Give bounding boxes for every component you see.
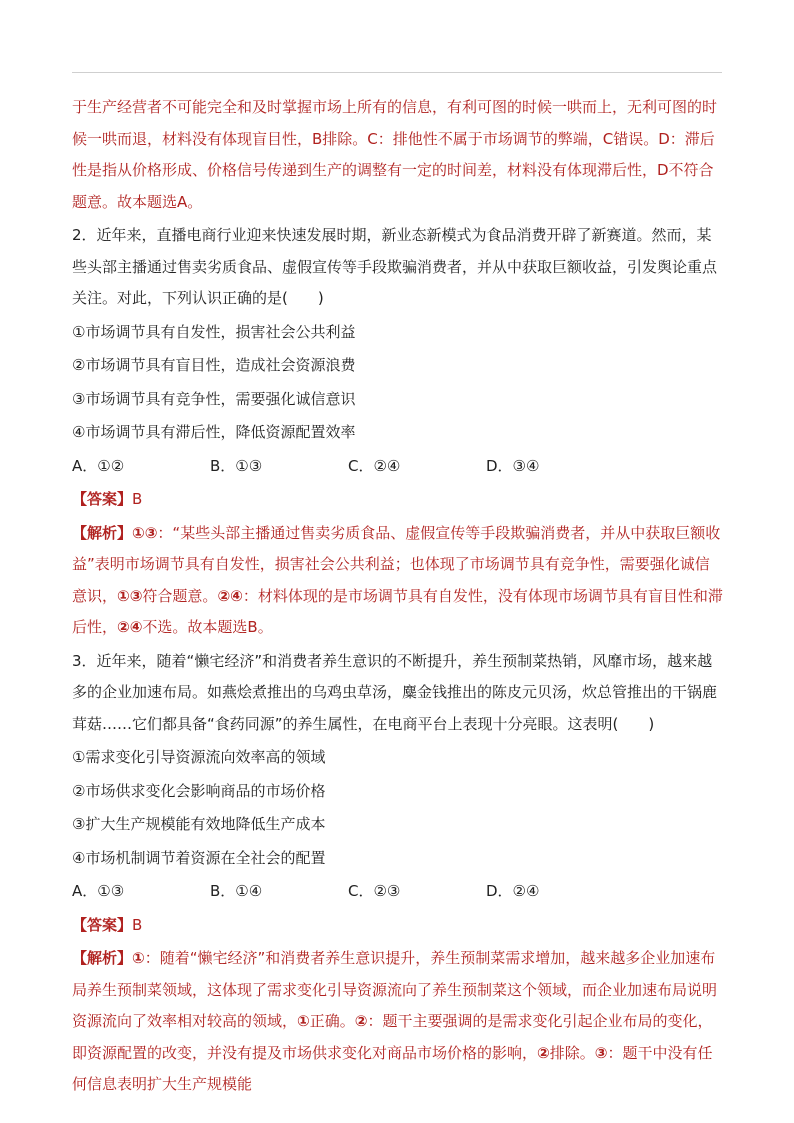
q2-options — [72, 451, 724, 483]
q2-analysis-s3: ①③ — [117, 586, 143, 605]
q2-stem: 2．近年来，直播电商行业迎来快速发展时期，新业态新模式为食品消费开辟了新赛道。然而，某些头部主播通过售卖劣质食品、虚假宣传等手段欺骗消费者，并从中获取巨额收益，引发舆论重点关注。对此，下列认识正确的是( ) — [72, 226, 718, 307]
q3-option-a: A．①③ — [72, 882, 125, 900]
q3-option-b: B．①④ — [210, 882, 263, 900]
q3-analysis-s7: ② — [537, 1043, 550, 1062]
q3-analysis-s8: 排除。 — [549, 1043, 595, 1062]
q3-item-3: ③扩大生产规模能有效地降低生产成本 — [72, 815, 326, 833]
q3-option-c: C．②③ — [348, 882, 401, 900]
q3-analysis-s5: ② — [354, 1012, 368, 1030]
q3-analysis-s6: ：题干主要强调的是需求变化引起企业布局的变化，即资源配置的改变，并没有提及市场供求变化对商品市场价格的影响， — [72, 1012, 713, 1062]
q3-analysis-s10: ：题干中没有任何信息表明扩大生产规模能 — [72, 1043, 713, 1093]
q3-analysis-s2: ：随着“懒宅经济”和消费者养生意识提升，养生预制菜需求增加，越来越多企业加速布局养生预制菜领域，这体现了需求变化引导资源流向了养生预制菜这个领域，而企业加速布局说明资源流向了效率相对较高的领域， — [72, 949, 718, 1030]
q3-answer-value: B — [132, 915, 143, 934]
q3-analysis-s9: ③ — [594, 1043, 608, 1062]
q3-item-1: ①需求变化引导资源流向效率高的领域 — [72, 748, 326, 766]
q2-item-4: ④市场调节具有滞后性，降低资源配置效率 — [72, 423, 356, 441]
q2-option-c: C．②④ — [348, 456, 401, 475]
q3-answer-tag: 【答案】 — [72, 915, 133, 934]
q3-answer — [72, 910, 724, 942]
q3-item-4: ④市场机制调节着资源在全社会的配置 — [72, 848, 326, 867]
q2-item-1: ①市场调节具有自发性，损害社会公共利益 — [72, 322, 356, 341]
q3-options — [72, 876, 724, 908]
q2-analysis-tag: 【解析】 — [72, 523, 133, 542]
q2-analysis-s4: 符合题意。 — [142, 586, 218, 605]
q2-answer — [72, 484, 724, 516]
q3-analysis-s4: 正确。 — [309, 1012, 355, 1030]
q2-option-b: B．①③ — [210, 456, 263, 475]
q2-option-d: D．③④ — [486, 456, 540, 475]
q2-analysis-s6: ：材料体现的是市场调节具有自发性，没有体现市场调节具有盲目性和滞后性， — [72, 586, 723, 636]
q3-analysis-tag: 【解析】 — [72, 949, 133, 967]
q3-analysis — [72, 943, 724, 1101]
q2-item-2: ②市场调节具有盲目性，造成社会资源浪费 — [72, 356, 356, 374]
q2-answer-tag: 【答案】 — [72, 490, 133, 508]
q2-option-a: A．①② — [72, 456, 125, 475]
q3-item-2: ②市场供求变化会影响商品的市场价格 — [72, 781, 326, 800]
q2-analysis-s8: 不选。故本题选B。 — [142, 618, 273, 636]
q1-analysis-continuation: 于生产经营者不可能完全和及时掌握市场上所有的信息，有利可图的时候一哄而上，无利可图的时候一哄而退，材料没有体现盲目性，B排除。C：排他性不属于市场调节的弊端，C错误。D：滞后性是指从价格形成、价格信号传递到生产的调整有一定的时间差，材料没有体现滞后性，D不符合题意。故本题选A。 — [72, 98, 718, 211]
q2-analysis-s5: ②④ — [217, 586, 243, 605]
header-divider — [72, 72, 722, 73]
q2-analysis — [72, 518, 724, 644]
q3-analysis-s3: ① — [297, 1012, 310, 1030]
document-body — [72, 92, 724, 1103]
q2-analysis-s2: ：“某些头部主播通过售卖劣质食品、虚假宣传等手段欺骗消费者，并从中获取巨额收益”表明市场调节具有自发性，损害社会公共利益；也体现了市场调节具有竞争性，需要强化诚信意识， — [72, 523, 721, 605]
q3-stem: 3．近年来，随着“懒宅经济”和消费者养生意识的不断提升，养生预制菜热销，风靡市场，越来越多的企业加速布局。如燕烩煮推出的乌鸡虫草汤，麋金钱推出的陈皮元贝汤，炊总管推出的干锅鹿茸菇……它们都具备“食药同源”的养生属性，在电商平台上表现十分亮眼。这表明( ) — [72, 651, 718, 733]
q2-item-3: ③市场调节具有竞争性，需要强化诚信意识 — [72, 389, 356, 408]
q2-analysis-s7: ②④ — [117, 618, 143, 636]
q2-analysis-s1: ①③ — [132, 523, 158, 542]
q3-analysis-s1: ① — [132, 949, 145, 967]
q2-answer-value: B — [132, 490, 143, 508]
q3-option-d: D．②④ — [486, 882, 540, 900]
